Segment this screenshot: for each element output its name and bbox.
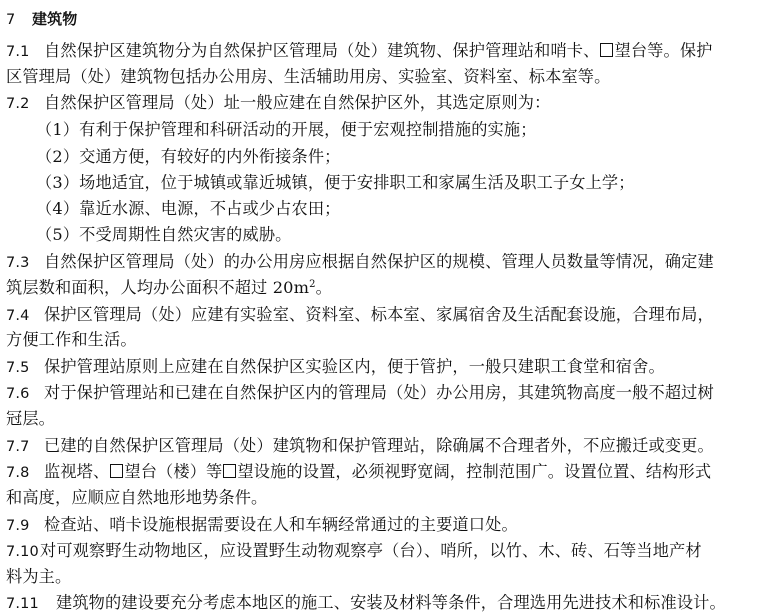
- clause-7-8-line-1: [6, 462, 711, 483]
- clause-7-5: [6, 357, 665, 378]
- list-item: （1）有利于保护管理和科研活动的开展，便于宏观控制措施的实施；: [36, 120, 537, 139]
- list-item: （5）不受周期性自然灾害的威胁。: [36, 225, 292, 244]
- clause-text: 冠层。: [6, 409, 56, 428]
- clause-number: 7.6: [6, 386, 30, 402]
- clause-7-8-line-2: [6, 488, 267, 508]
- clause-text: 筑层数和面积，人均办公面积不超过 20m: [6, 278, 310, 297]
- clause-text: 望台等。保护: [614, 41, 713, 60]
- clause-7-4-line-1: [6, 305, 714, 326]
- clause-text: 。: [315, 278, 332, 297]
- missing-glyph-box: [223, 464, 236, 478]
- clause-text: 检查站、哨卡设施根据需要设在人和车辆经常通过的主要道口处。: [44, 515, 518, 534]
- clause-7-10-line-1: [6, 541, 702, 562]
- clause-text: 和高度，应顺应自然地形地势条件。: [6, 488, 268, 507]
- clause-text: 对于保护管理站和已建在自然保护区内的管理局（处）办公用房，其建筑物高度一般不超过树: [44, 383, 714, 402]
- clause-text: 料为主。: [6, 567, 72, 586]
- clause-text: 自然保护区建筑物分为自然保护区管理局（处）建筑物、保护管理站和哨卡、: [44, 41, 600, 60]
- clause-number: 7.10: [6, 544, 39, 560]
- section-heading: [6, 9, 77, 30]
- clause-7-11: [6, 593, 726, 614]
- clause-7-7: [6, 436, 714, 457]
- clause-text: 保护管理站原则上应建在自然保护区实验区内，便于管护，一般只建职工食堂和宿舍。: [44, 357, 665, 376]
- clause-text: 方便工作和生活。: [6, 330, 137, 349]
- clause-text: 保护区管理局（处）应建有实验室、资料室、标本室、家属宿舍及生活配套设施，合理布局，: [44, 305, 714, 324]
- clause-7-6-line-2: [6, 409, 55, 429]
- missing-glyph-box: [110, 464, 123, 478]
- clause-7-9: [6, 515, 518, 536]
- clause-text: 建筑物的建设要充分考虑本地区的施工、安装及材料等条件，合理选用先进技术和标准设计。: [56, 593, 726, 612]
- clause-number: 7.1: [6, 44, 30, 60]
- missing-glyph-box: [600, 43, 613, 57]
- clause-text: 区管理局（处）建筑物包括办公用房、生活辅助用房、实验室、资料室、标本室等。: [6, 67, 611, 86]
- clause-number: 7.5: [6, 360, 30, 376]
- clause-text: 已建的自然保护区管理局（处）建筑物和保护管理站，除确属不合理者外，不应搬迁或变更。: [44, 436, 714, 455]
- list-item: （4）靠近水源、电源，不占或少占农田；: [36, 199, 341, 218]
- clause-7-1-line-1: [6, 41, 713, 62]
- heading-title: 建筑物: [32, 10, 78, 28]
- list-item: （3）场地适宜，位于城镇或靠近城镇，便于安排职工和家属生活及职工子女上学；: [36, 173, 635, 192]
- clause-7-4-line-2: [6, 330, 137, 350]
- clause-7-6-line-1: [6, 383, 714, 404]
- clause-7-10-line-2: [6, 567, 71, 587]
- clause-text: 自然保护区管理局（处）址一般应建在自然保护区外，其选定原则为：: [44, 93, 551, 112]
- clause-number: 7.7: [6, 439, 30, 455]
- clause-text: 对可观察野生动物地区，应设置野生动物观察亭（台）、哨所，以竹、木、砖、石等当地产材: [40, 541, 702, 560]
- clause-text: 监视塔、: [44, 462, 110, 481]
- list-item: （2）交通方便，有较好的内外衔接条件；: [36, 147, 341, 166]
- heading-number: 7: [6, 12, 16, 28]
- clause-7-3-line-2: [6, 278, 332, 298]
- clause-7-1-line-2: [6, 67, 611, 87]
- clause-number: 7.3: [6, 255, 30, 271]
- superscript: 2: [309, 279, 316, 290]
- clause-number: 7.2: [6, 96, 30, 112]
- clause-number: 7.4: [6, 308, 30, 324]
- clause-text: 望台（楼）等: [124, 462, 223, 481]
- clause-7-2: [6, 93, 550, 114]
- clause-text: 自然保护区管理局（处）的办公用房应根据自然保护区的规模、管理人员数量等情况，确定建: [44, 252, 714, 271]
- clause-text: 望设施的设置，必须视野宽阔，控制范围广。设置位置、结构形式: [237, 462, 712, 481]
- clause-number: 7.9: [6, 518, 30, 534]
- clause-number: 7.8: [6, 465, 30, 481]
- clause-7-3-line-1: [6, 252, 714, 273]
- clause-number: 7.11: [6, 596, 39, 612]
